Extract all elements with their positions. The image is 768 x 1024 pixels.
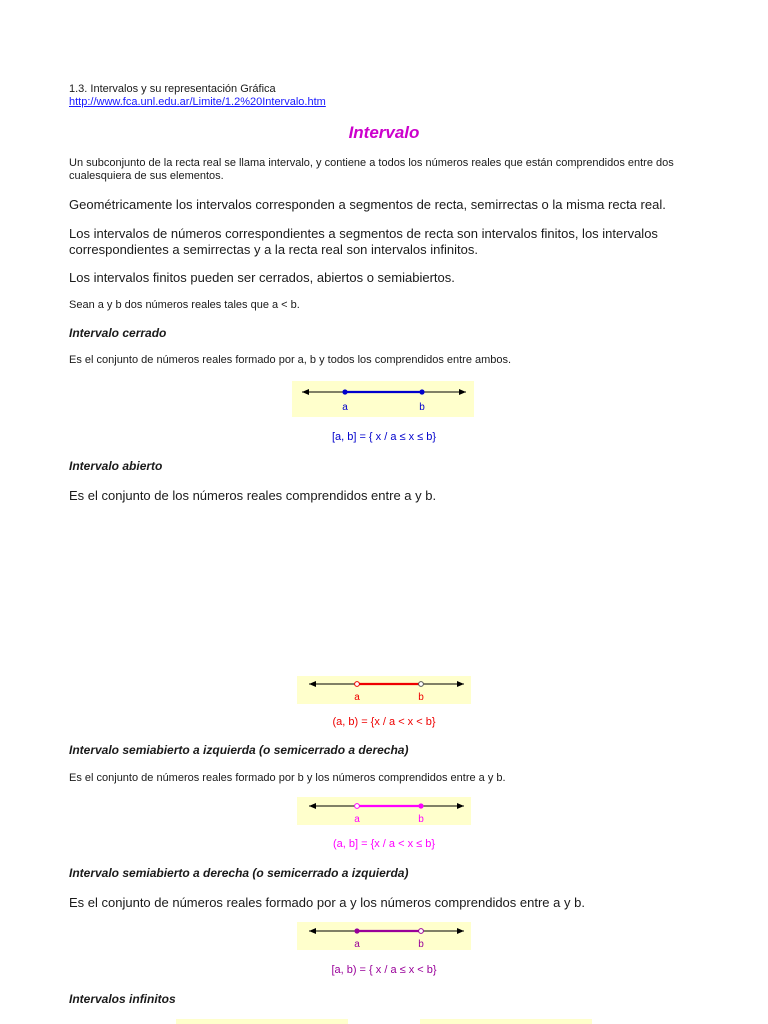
half-left-description: Es el conjunto de números reales formado por b y los números comprendidos entre a y b. — [69, 772, 506, 784]
section-title: 1.3. Intervalos y su representación Gráfica — [69, 83, 276, 95]
closed-formula: [a, b] = { x / a ≤ x ≤ b} — [331, 431, 437, 443]
right-arrow-icon — [457, 803, 464, 809]
half-right-formula: [a, b) = { x / a ≤ x < b} — [331, 964, 437, 976]
half-right-diagram — [297, 922, 471, 950]
open-number-line — [297, 676, 471, 704]
closed-endpoint-b — [419, 389, 424, 394]
right-arrow-icon — [457, 928, 464, 934]
intro-paragraph-4: Los intervalos finitos pueden ser cerrados, abiertos o semiabiertos. — [69, 270, 455, 285]
left-arrow-icon — [309, 681, 316, 687]
intro-paragraph-3: Los intervalos de números correspondientes a segmentos de recta son intervalos finitos, los intervalos correspondientes a semirrectas y a la recta real son intervalos infinitos. — [69, 226, 658, 257]
half-right-number-line — [297, 922, 471, 950]
half-left-diagram — [297, 797, 471, 825]
right-arrow-icon — [457, 681, 464, 687]
infinite-heading: Intervalos infinitos — [69, 992, 176, 1006]
half-left-endpoint-b — [418, 803, 423, 808]
half-left-heading: Intervalo semiabierto a izquierda (o semicerrado a derecha) — [69, 743, 409, 757]
infinite-diagram-left — [176, 1019, 348, 1024]
half-right-description: Es el conjunto de números reales formado por a y los números comprendidos entre a y b. — [69, 895, 585, 910]
page-title: Intervalo — [348, 123, 420, 142]
closed-number-line — [292, 381, 474, 417]
half-left-endpoint-a — [355, 804, 360, 809]
half-left-formula: (a, b] = {x / a < x ≤ b} — [332, 838, 436, 850]
half-right-endpoint-b — [419, 929, 424, 934]
open-diagram — [297, 676, 471, 704]
half-left-number-line — [297, 797, 471, 825]
left-arrow-icon — [309, 803, 316, 809]
open-endpoint-a — [355, 682, 360, 687]
intro-paragraph-2: Geométricamente los intervalos corresponden a segmentos de recta, semirrectas o la misma recta real. — [69, 197, 666, 212]
infinite-diagram-right — [420, 1019, 592, 1024]
closed-heading: Intervalo cerrado — [69, 326, 167, 340]
intro-paragraph-1: Un subconjunto de la recta real se llama intervalo, y contiene a todos los números reales que están comprendidos entre dos cualesquiera de sus elementos. — [69, 157, 674, 182]
closed-label-b: b — [419, 402, 425, 413]
source-link[interactable]: http://www.fca.unl.edu.ar/Limite/1.2%20Intervalo.htm — [69, 96, 326, 108]
half-right-heading: Intervalo semiabierto a derecha (o semicerrado a izquierda) — [69, 866, 409, 880]
half-left-label-a: a — [354, 814, 360, 825]
open-description: Es el conjunto de los números reales comprendidos entre a y b. — [69, 488, 437, 503]
closed-description: Es el conjunto de números reales formado por a, b y todos los comprendidos entre ambos. — [69, 354, 512, 366]
closed-label-a: a — [342, 402, 348, 413]
open-label-a: a — [354, 692, 360, 703]
closed-diagram — [292, 381, 474, 417]
intro-paragraph-5: Sean a y b dos números reales tales que a < b. — [69, 299, 300, 311]
closed-endpoint-a — [342, 389, 347, 394]
half-right-endpoint-a — [354, 928, 359, 933]
open-formula: (a, b) = {x / a < x < b} — [332, 716, 436, 728]
left-arrow-icon — [309, 928, 316, 934]
half-left-label-b: b — [418, 814, 424, 825]
left-arrow-icon — [302, 389, 309, 395]
open-heading: Intervalo abierto — [69, 459, 163, 473]
right-arrow-icon — [459, 389, 466, 395]
open-endpoint-b — [419, 682, 424, 687]
half-right-label-b: b — [418, 939, 424, 950]
open-label-b: b — [418, 692, 424, 703]
half-right-label-a: a — [354, 939, 360, 950]
